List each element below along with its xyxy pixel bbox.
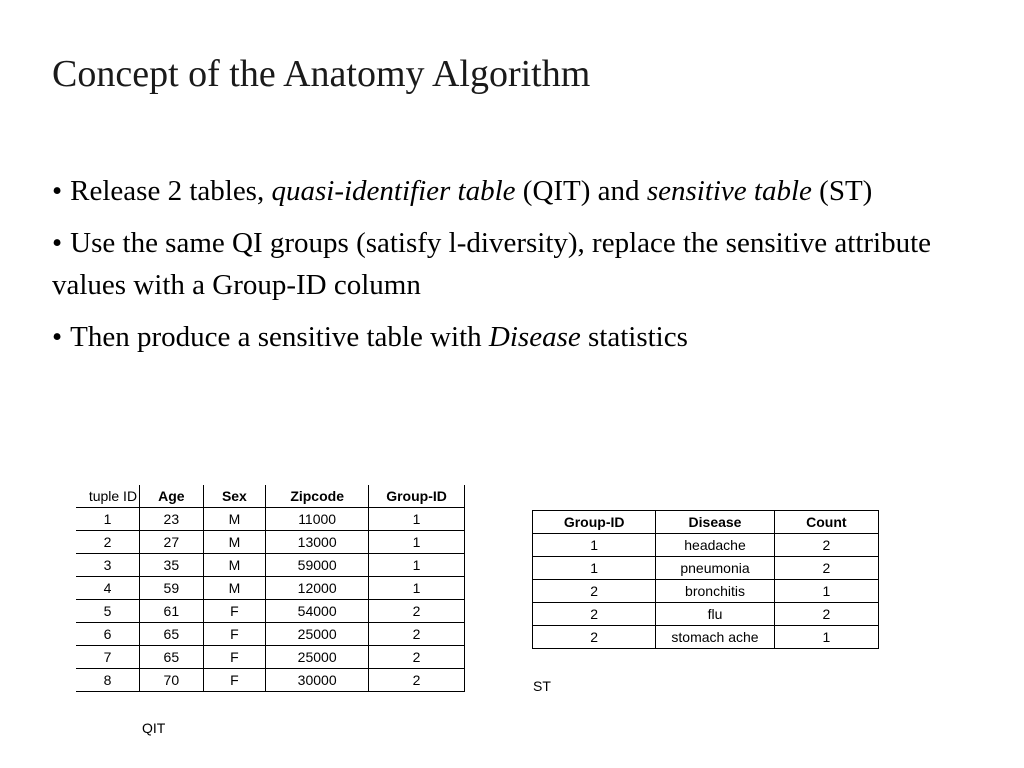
table-cell: 65 [140,646,204,669]
table-cell: 1 [533,557,656,580]
table-cell: 2 [774,603,878,626]
table-cell: 11000 [266,508,369,531]
column-header: Group-ID [369,485,465,508]
column-header: Group-ID [533,511,656,534]
table-row [76,554,465,577]
table-cell: 65 [140,623,204,646]
table-row [76,531,465,554]
table-cell: 59000 [266,554,369,577]
table-row [76,646,465,669]
table-header-row [533,511,879,534]
table-row [533,534,879,557]
bullet-emphasis: sensitive table [646,175,812,207]
bullet-text: Then produce a sensitive table with [70,321,489,353]
table-cell: 2 [774,534,878,557]
bullet-text: (ST) [811,175,873,207]
column-header: Sex [203,485,266,508]
bullet-text: Release 2 tables, [70,175,272,207]
table-cell: F [203,623,266,646]
table-row [533,580,879,603]
table-row [76,600,465,623]
column-header: Age [140,485,204,508]
bullet-mark: • [52,321,63,353]
column-header: Count [774,511,878,534]
column-header: Disease [656,511,774,534]
table-cell: F [203,669,266,692]
bullet-emphasis: quasi-identifier table [271,175,516,207]
table-cell: headache [656,534,774,557]
table-cell: M [203,531,266,554]
table-cell: 2 [774,557,878,580]
table-cell: 2 [533,580,656,603]
table-cell: 2 [369,646,465,669]
bullet-emphasis: Disease [488,321,581,353]
table-cell: 25000 [266,646,369,669]
table-row [76,577,465,600]
qit-table [76,485,465,692]
bullet-text: statistics [580,321,688,353]
table-cell: 1 [76,508,140,531]
table-row [533,557,879,580]
table-row [76,508,465,531]
table-cell: 54000 [266,600,369,623]
table-cell: 1 [533,534,656,557]
table-cell: 2 [76,531,140,554]
table-cell: 2 [369,669,465,692]
table-cell: 5 [76,600,140,623]
qit-caption: QIT [142,720,166,736]
table-cell: 12000 [266,577,369,600]
table-cell: 27 [140,531,204,554]
table-cell: 6 [76,623,140,646]
bullet-text: (QIT) and [515,175,647,207]
table-cell: bronchitis [656,580,774,603]
table-row [76,669,465,692]
table-cell: 2 [369,600,465,623]
slide-title: Concept of the Anatomy Algorithm [52,53,591,95]
table-cell: 23 [140,508,204,531]
table-cell: 1 [369,531,465,554]
bullet-list [52,170,952,368]
table-cell: pneumonia [656,557,774,580]
table-cell: 1 [774,626,878,649]
column-header: tuple ID [76,485,140,508]
table-cell: F [203,646,266,669]
table-cell: 59 [140,577,204,600]
table-cell: M [203,554,266,577]
table-cell: 2 [533,626,656,649]
table-row [533,603,879,626]
table-cell: 70 [140,669,204,692]
table-cell: 3 [76,554,140,577]
table-cell: 2 [533,603,656,626]
table-cell: 8 [76,669,140,692]
bullet-mark: • [52,175,63,207]
table-header-row [76,485,465,508]
bullet-text: Use the same QI groups (satisfy l-diversity), replace the sensitive attribute values with a Group-ID column [52,227,932,301]
table-row [76,623,465,646]
st-table [532,510,879,649]
table-cell: F [203,600,266,623]
table-cell: 1 [774,580,878,603]
bullet-mark: • [52,227,63,259]
table-cell: 4 [76,577,140,600]
table-cell: flu [656,603,774,626]
table-cell: 30000 [266,669,369,692]
table-cell: M [203,577,266,600]
bullet-qi-groups [52,222,952,306]
table-cell: 1 [369,577,465,600]
table-row [533,626,879,649]
table-cell: 1 [369,554,465,577]
table-cell: stomach ache [656,626,774,649]
column-header: Zipcode [266,485,369,508]
bullet-disease-statistics [52,316,952,358]
st-caption: ST [533,678,551,694]
bullet-release-tables [52,170,952,212]
table-cell: 7 [76,646,140,669]
table-cell: 25000 [266,623,369,646]
table-cell: 35 [140,554,204,577]
table-cell: 61 [140,600,204,623]
table-cell: M [203,508,266,531]
table-cell: 2 [369,623,465,646]
table-cell: 13000 [266,531,369,554]
table-cell: 1 [369,508,465,531]
